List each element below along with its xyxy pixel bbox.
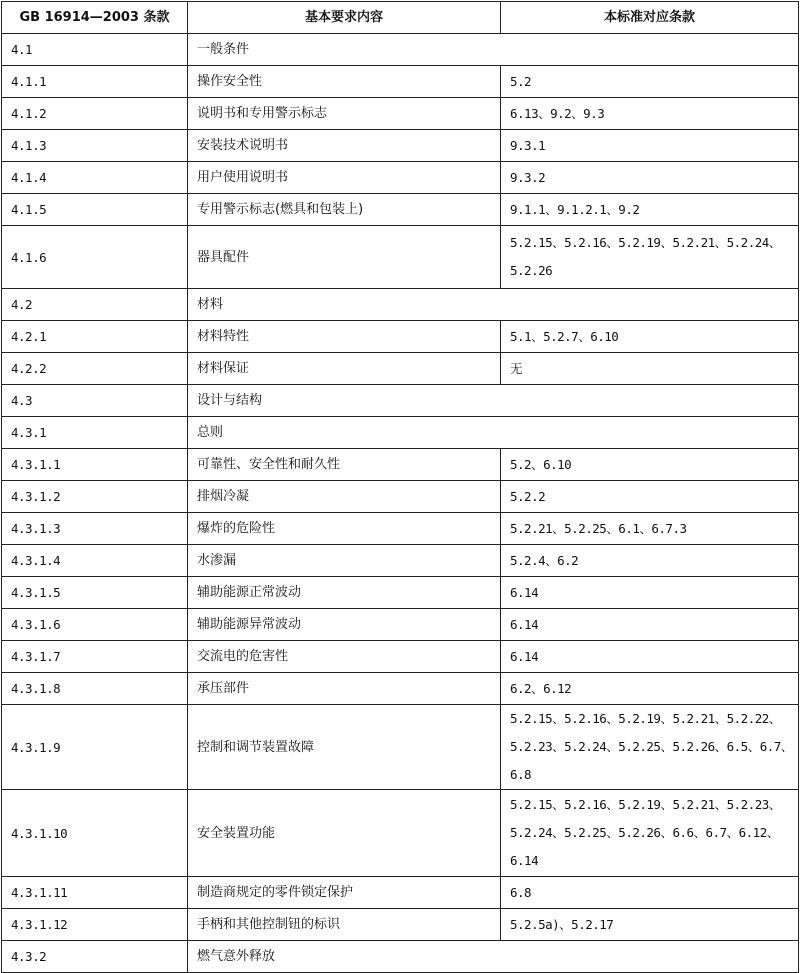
requirement-cell: 材料特性 [188, 321, 501, 353]
table-row [2, 34, 799, 66]
clause-cell: 4.3.1.10 [2, 790, 188, 877]
reference-cell: 5.2.15、5.2.16、5.2.19、5.2.21、5.2.24、5.2.26 [501, 226, 799, 289]
table-row [2, 289, 799, 321]
table-row [2, 545, 799, 577]
reference-cell: 5.2.2 [501, 481, 799, 513]
reference-cell: 5.2.21、5.2.25、6.1、6.7.3 [501, 513, 799, 545]
clause-cell: 4.3.1.3 [2, 513, 188, 545]
table-row [2, 130, 799, 162]
requirement-cell: 辅助能源异常波动 [188, 609, 501, 641]
table-row [2, 194, 799, 226]
requirement-cell: 可靠性、安全性和耐久性 [188, 449, 501, 481]
table-row [2, 449, 799, 481]
clause-cell: 4.3.1.7 [2, 641, 188, 673]
clause-cell: 4.3 [2, 385, 188, 417]
clause-cell: 4.2.1 [2, 321, 188, 353]
reference-cell: 5.2.15、5.2.16、5.2.19、5.2.21、5.2.23、5.2.24、5.2.25、5.2.26、6.6、6.7、6.12、6.14 [501, 790, 799, 877]
table-row [2, 641, 799, 673]
reference-cell: 无 [501, 353, 799, 385]
table-row [2, 909, 799, 941]
clause-cell: 4.3.1.8 [2, 673, 188, 705]
requirement-cell: 材料保证 [188, 353, 501, 385]
table-row [2, 705, 799, 790]
table-row [2, 162, 799, 194]
clause-cell: 4.3.1.2 [2, 481, 188, 513]
clause-cell: 4.3.2 [2, 941, 188, 973]
table-row [2, 790, 799, 877]
reference-cell: 5.2、6.10 [501, 449, 799, 481]
header-corresponding-clause: 本标准对应条款 [501, 2, 799, 34]
table-row [2, 609, 799, 641]
reference-cell: 6.14 [501, 641, 799, 673]
clause-cell: 4.1.2 [2, 98, 188, 130]
clause-cell: 4.1.3 [2, 130, 188, 162]
requirement-cell: 操作安全性 [188, 66, 501, 98]
reference-cell: 6.13、9.2、9.3 [501, 98, 799, 130]
requirement-cell: 燃气意外释放 [188, 941, 799, 973]
clause-cell: 4.3.1.9 [2, 705, 188, 790]
requirement-cell: 制造商规定的零件锁定保护 [188, 877, 501, 909]
clause-cell: 4.2 [2, 289, 188, 321]
requirement-cell: 安装技术说明书 [188, 130, 501, 162]
requirement-cell: 辅助能源正常波动 [188, 577, 501, 609]
reference-cell: 9.3.1 [501, 130, 799, 162]
clause-cell: 4.1.4 [2, 162, 188, 194]
clause-mapping-table [1, 1, 799, 973]
requirement-cell: 控制和调节装置故障 [188, 705, 501, 790]
clause-cell: 4.2.2 [2, 353, 188, 385]
clause-cell: 4.3.1.4 [2, 545, 188, 577]
table-row [2, 353, 799, 385]
table-row [2, 513, 799, 545]
clause-cell: 4.1.6 [2, 226, 188, 289]
requirement-cell: 用户使用说明书 [188, 162, 501, 194]
requirement-cell: 专用警示标志(燃具和包装上) [188, 194, 501, 226]
requirement-cell: 爆炸的危险性 [188, 513, 501, 545]
table-header-row [2, 2, 799, 34]
requirement-cell: 总则 [188, 417, 799, 449]
reference-cell: 5.2.15、5.2.16、5.2.19、5.2.21、5.2.22、5.2.23、5.2.24、5.2.25、5.2.26、6.5、6.7、6.8 [501, 705, 799, 790]
clause-cell: 4.1.1 [2, 66, 188, 98]
requirement-cell: 承压部件 [188, 673, 501, 705]
requirement-cell: 排烟冷凝 [188, 481, 501, 513]
table-row [2, 577, 799, 609]
clause-cell: 4.3.1.1 [2, 449, 188, 481]
requirement-cell: 一般条件 [188, 34, 799, 66]
requirement-cell: 手柄和其他控制钮的标识 [188, 909, 501, 941]
table-row [2, 66, 799, 98]
clause-cell: 4.1.5 [2, 194, 188, 226]
requirement-cell: 材料 [188, 289, 799, 321]
clause-cell: 4.3.1.11 [2, 877, 188, 909]
header-gb-clause: GB 16914—2003 条款 [2, 2, 188, 34]
reference-cell: 5.2.5a)、5.2.17 [501, 909, 799, 941]
requirement-cell: 器具配件 [188, 226, 501, 289]
requirement-cell: 水渗漏 [188, 545, 501, 577]
table-row [2, 941, 799, 973]
header-requirement: 基本要求内容 [188, 2, 501, 34]
requirement-cell: 设计与结构 [188, 385, 799, 417]
reference-cell: 5.2.4、6.2 [501, 545, 799, 577]
table-row [2, 673, 799, 705]
reference-cell: 9.3.2 [501, 162, 799, 194]
table-row [2, 98, 799, 130]
requirement-cell: 交流电的危害性 [188, 641, 501, 673]
table-row [2, 385, 799, 417]
requirement-cell: 说明书和专用警示标志 [188, 98, 501, 130]
reference-cell: 5.2 [501, 66, 799, 98]
table-row [2, 481, 799, 513]
clause-cell: 4.1 [2, 34, 188, 66]
table-row [2, 226, 799, 289]
reference-cell: 6.14 [501, 609, 799, 641]
reference-cell: 6.14 [501, 577, 799, 609]
table-row [2, 321, 799, 353]
clause-cell: 4.3.1.6 [2, 609, 188, 641]
reference-cell: 5.1、5.2.7、6.10 [501, 321, 799, 353]
table-row [2, 877, 799, 909]
clause-cell: 4.3.1.5 [2, 577, 188, 609]
requirement-cell: 安全装置功能 [188, 790, 501, 877]
reference-cell: 6.8 [501, 877, 799, 909]
reference-cell: 9.1.1、9.1.2.1、9.2 [501, 194, 799, 226]
clause-cell: 4.3.1.12 [2, 909, 188, 941]
clause-cell: 4.3.1 [2, 417, 188, 449]
reference-cell: 6.2、6.12 [501, 673, 799, 705]
table-row [2, 417, 799, 449]
